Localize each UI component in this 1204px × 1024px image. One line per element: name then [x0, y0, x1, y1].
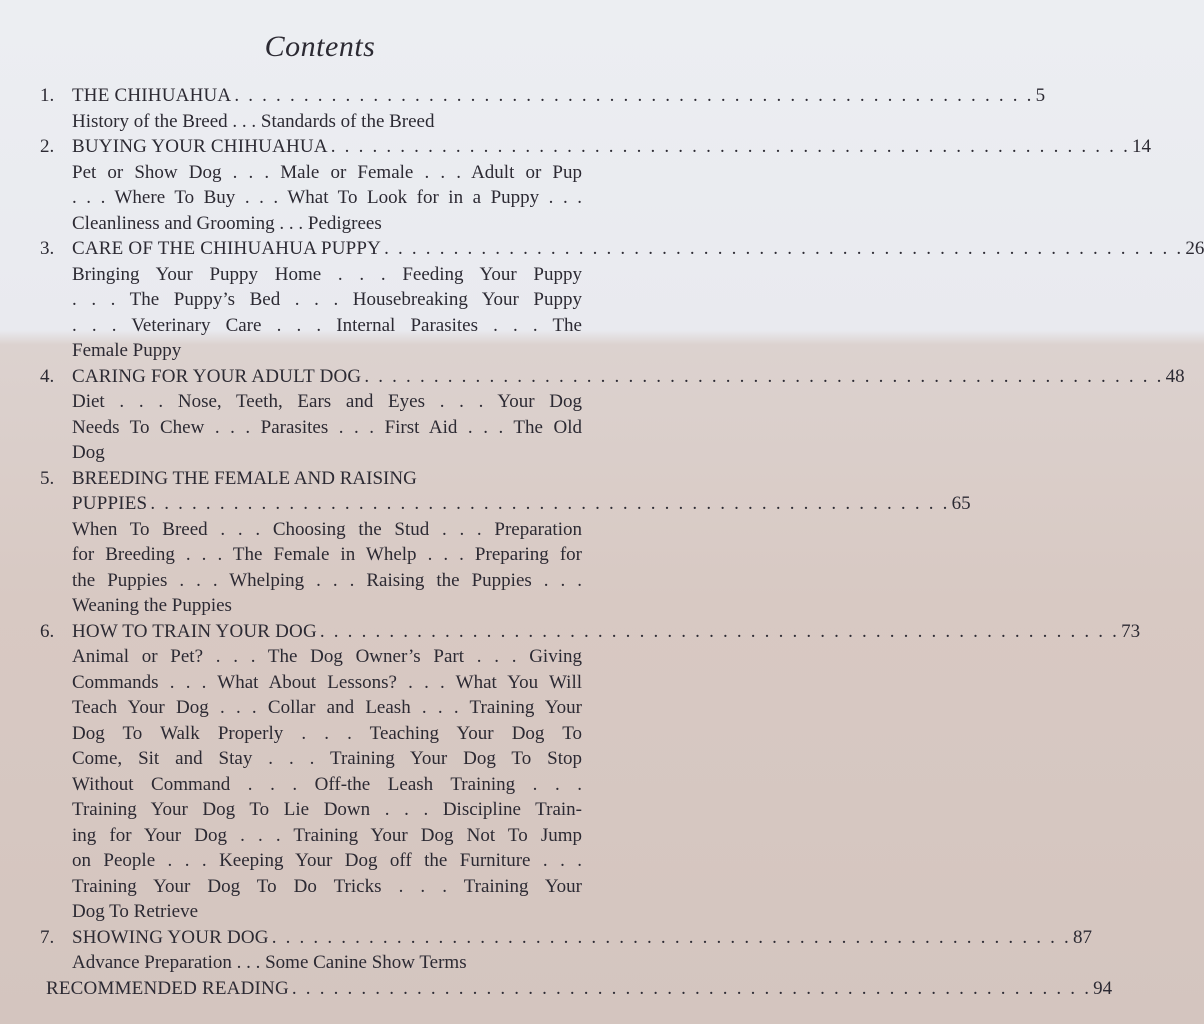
page-number: 87	[1072, 926, 1092, 948]
topic-line: Female Puppy	[72, 340, 182, 361]
topic-line: Advance Preparation . . . Some Canine Show Terms	[72, 952, 467, 973]
dot-leader: . . . . . . . . . . . . . . . . . . . . . . . . . . . . . . . . . . . . . . . . . . . . . . . . . . . . . . . . . .	[234, 85, 1034, 106]
topic-line: Without Command . . . Off-the Leash Training . . .	[72, 773, 582, 795]
topic-line: Come, Sit and Stay . . . Training Your Dog To Stop	[72, 748, 582, 769]
topic-line: Dog To Walk Properly . . . Teaching Your Dog To	[72, 722, 582, 744]
page-number: 73	[1121, 620, 1141, 642]
chapter-heading-line	[72, 491, 971, 517]
chapter-heading-line	[72, 364, 1185, 390]
topic-line: Commands . . . What About Lessons? . . . What You Will	[72, 671, 582, 693]
chapter-heading: CARING FOR YOUR ADULT DOG	[72, 365, 362, 387]
recommended-reading-line	[46, 976, 1113, 1002]
topic-line: the Puppies . . . Whelping . . . Raising the Puppies . . .	[72, 569, 582, 591]
topic-line: Bringing Your Puppy Home . . . Feeding Your Puppy	[72, 263, 582, 285]
topic-line: Cleanliness and Grooming . . . Pedigrees	[72, 212, 382, 234]
page-number: 14	[1132, 136, 1152, 157]
chapter-heading: RECOMMENDED READING	[46, 977, 289, 999]
chapter-heading-line	[72, 925, 1092, 951]
chapter-heading: CARE OF THE CHIHUAHUA PUPPY	[72, 238, 382, 259]
dot-leader: . . . . . . . . . . . . . . . . . . . . . . . . . . . . . . . . . . . . . . . . . . . . . . . . . . . . . . . . . .	[384, 238, 1184, 259]
page-title: Contents	[264, 30, 376, 63]
topic-line: . . . The Puppy’s Bed . . . Housebreaking Your Puppy	[72, 289, 582, 310]
chapter-heading: PUPPIES	[72, 493, 148, 514]
chapter-heading-line	[72, 619, 1141, 645]
chapter-heading: HOW TO TRAIN YOUR DOG	[72, 620, 317, 642]
topic-line: Dog To Retrieve	[72, 901, 199, 922]
dot-leader: . . . . . . . . . . . . . . . . . . . . . . . . . . . . . . . . . . . . . . . . . . . . . . . . . . . . . . . . . .	[271, 926, 1071, 948]
chapter-heading-line	[72, 83, 1046, 109]
topic-line: Training Your Dog To Lie Down . . . Discipline Train-	[72, 799, 582, 820]
page-number: 26	[1185, 238, 1204, 259]
chapter-number: 6.	[40, 620, 55, 642]
topic-line: Animal or Pet? . . . The Dog Owner’s Part . . . Giving	[72, 646, 582, 667]
topic-line: Needs To Chew . . . Parasites . . . First Aid . . . The Old	[72, 416, 582, 438]
page-number: 5	[1035, 85, 1046, 106]
topic-line: for Breeding . . . The Female in Whelp . . . Preparing for	[72, 544, 582, 565]
chapter-number: 4.	[40, 365, 55, 387]
chapter-heading: BUYING YOUR CHIHUAHUA	[72, 136, 328, 157]
chapter-heading-line	[72, 134, 1152, 160]
chapter-number: 1.	[40, 85, 55, 106]
dot-leader: . . . . . . . . . . . . . . . . . . . . . . . . . . . . . . . . . . . . . . . . . . . . . . . . . . . . . . . . . .	[319, 620, 1120, 642]
chapter-number: 3.	[40, 238, 55, 259]
topic-line: on People . . . Keeping Your Dog off the Furniture . . .	[72, 850, 582, 871]
dot-leader: . . . . . . . . . . . . . . . . . . . . . . . . . . . . . . . . . . . . . . . . . . . . . . . . . . . . . . . . . .	[291, 977, 1092, 999]
topic-line: Pet or Show Dog . . . Male or Female . . . Adult or Pup	[72, 161, 582, 183]
page-number: 65	[951, 493, 971, 514]
topic-line: Dog	[72, 442, 105, 463]
chapter-heading: SHOWING YOUR DOG	[72, 926, 269, 948]
dot-leader: . . . . . . . . . . . . . . . . . . . . . . . . . . . . . . . . . . . . . . . . . . . . . . . . . . . . . . . . . .	[330, 136, 1131, 157]
topic-line: ing for Your Dog . . . Training Your Dog Not To Jump	[72, 824, 582, 846]
topic-line: Teach Your Dog . . . Collar and Leash . . . Training Your	[72, 697, 582, 718]
chapter-heading-line	[72, 236, 1204, 262]
topic-line: . . . Veterinary Care . . . Internal Parasites . . . The	[72, 314, 582, 336]
page-number: 48	[1165, 365, 1185, 387]
topic-line: . . . Where To Buy . . . What To Look for in a Puppy . . .	[72, 187, 582, 208]
chapter-heading: THE CHIHUAHUA	[72, 85, 232, 106]
topic-line: History of the Breed . . . Standards of the Breed	[72, 110, 435, 132]
chapter-number: 7.	[40, 926, 55, 948]
chapter-number: 5.	[40, 467, 55, 489]
chapter-heading-first-line: BREEDING THE FEMALE AND RAISING	[72, 467, 417, 489]
topic-line: Diet . . . Nose, Teeth, Ears and Eyes . . . Your Dog	[72, 391, 582, 412]
dot-leader: . . . . . . . . . . . . . . . . . . . . . . . . . . . . . . . . . . . . . . . . . . . . . . . . . . . . . . . . . .	[150, 493, 950, 514]
dot-leader: . . . . . . . . . . . . . . . . . . . . . . . . . . . . . . . . . . . . . . . . . . . . . . . . . . . . . . . . . .	[364, 365, 1164, 387]
topic-line: When To Breed . . . Choosing the Stud . . . Preparation	[72, 518, 582, 540]
topic-line: Weaning the Puppies	[72, 595, 232, 616]
topic-line: Training Your Dog To Do Tricks . . . Training Your	[72, 875, 582, 897]
chapter-number: 2.	[40, 136, 55, 157]
page-number: 94	[1093, 977, 1113, 999]
